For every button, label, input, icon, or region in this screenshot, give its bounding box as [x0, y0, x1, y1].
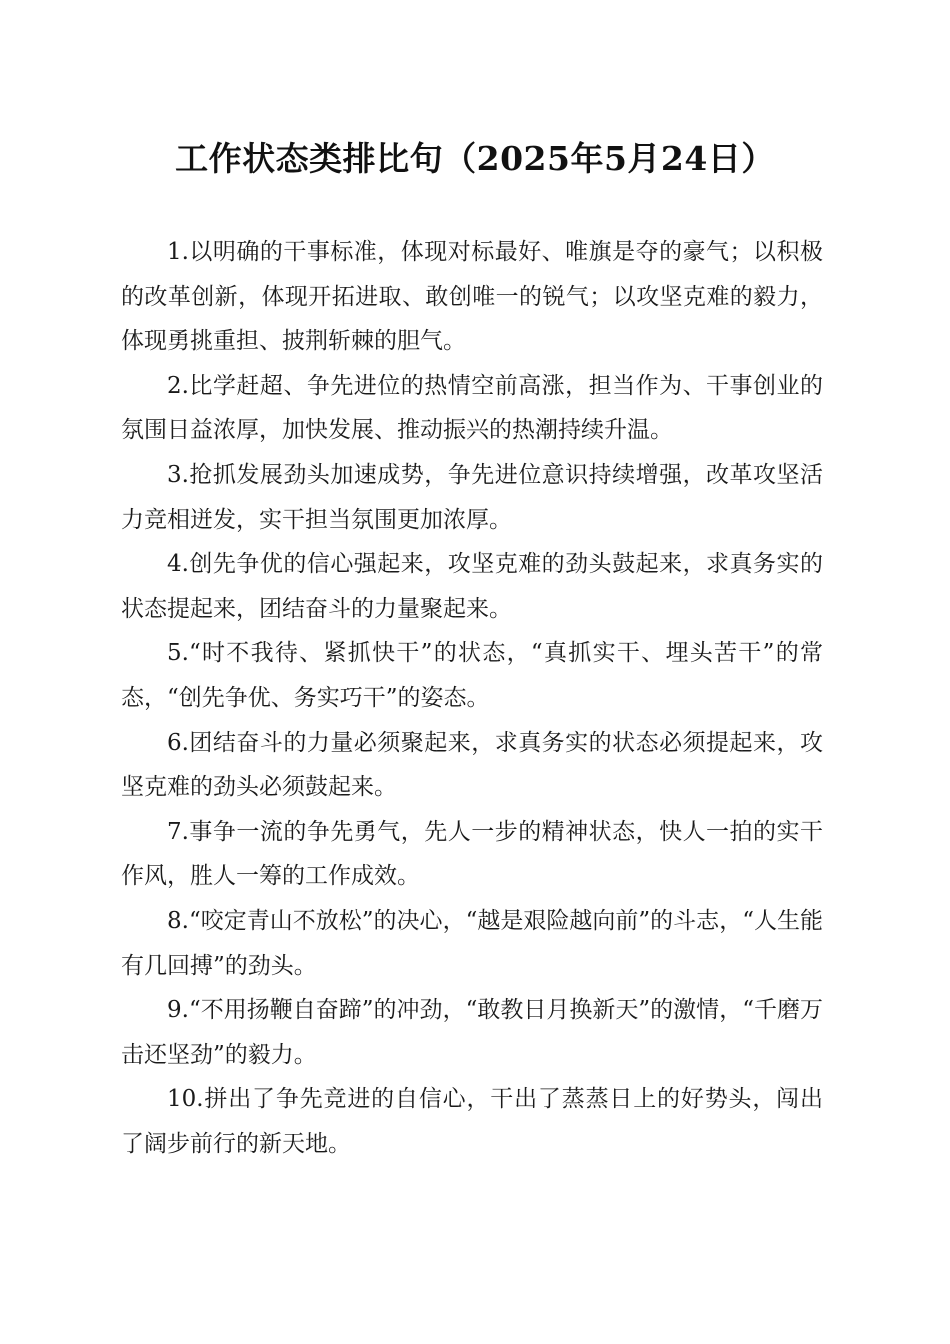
document-body [121, 230, 823, 1166]
paragraph-9: 9.“不用扬鞭自奋蹄”的冲劲，“敢教日月换新天”的激情，“千磨万击还坚劲”的毅力。 [121, 997, 823, 1068]
paragraph-3: 3.抢抓发展劲头加速成势，争先进位意识持续增强，改革攻坚活力竞相迸发，实干担当氛围更加浓厚。 [121, 461, 823, 533]
paragraph-5: 5.“时不我待、紧抓快干”的状态，“真抓实干、埋头苦干”的常态，“创先争优、务实巧干”的姿态。 [121, 640, 823, 711]
document-title: 工作状态类排比句（2025年5月24日） [175, 139, 775, 178]
paragraph-1: 1.以明确的干事标准，体现对标最好、唯旗是夺的豪气；以积极的改革创新，体现开拓进取、敢创唯一的锐气；以攻坚克难的毅力，体现勇挑重担、披荆斩棘的胆气。 [121, 239, 823, 355]
paragraph-7: 7.事争一流的争先勇气，先人一步的精神状态，快人一拍的实干作风，胜人一筹的工作成效。 [121, 818, 823, 890]
paragraph-2: 2.比学赶超、争先进位的热情空前高涨，担当作为、干事创业的氛围日益浓厚，加快发展、推动振兴的热潮持续升温。 [121, 372, 823, 444]
paragraph-6: 6.团结奋斗的力量必须聚起来，求真务实的状态必须提起来，攻坚克难的劲头必须鼓起来。 [121, 729, 823, 801]
paragraph-8: 8.“咬定青山不放松”的决心，“越是艰险越向前”的斗志，“人生能有几回搏”的劲头。 [121, 907, 823, 979]
paragraph-4: 4.创先争优的信心强起来，攻坚克难的劲头鼓起来，求真务实的状态提起来，团结奋斗的力量聚起来。 [121, 551, 823, 622]
paragraph-10: 10.拼出了争先竞进的自信心，干出了蒸蒸日上的好势头，闯出了阔步前行的新天地。 [121, 1086, 823, 1157]
